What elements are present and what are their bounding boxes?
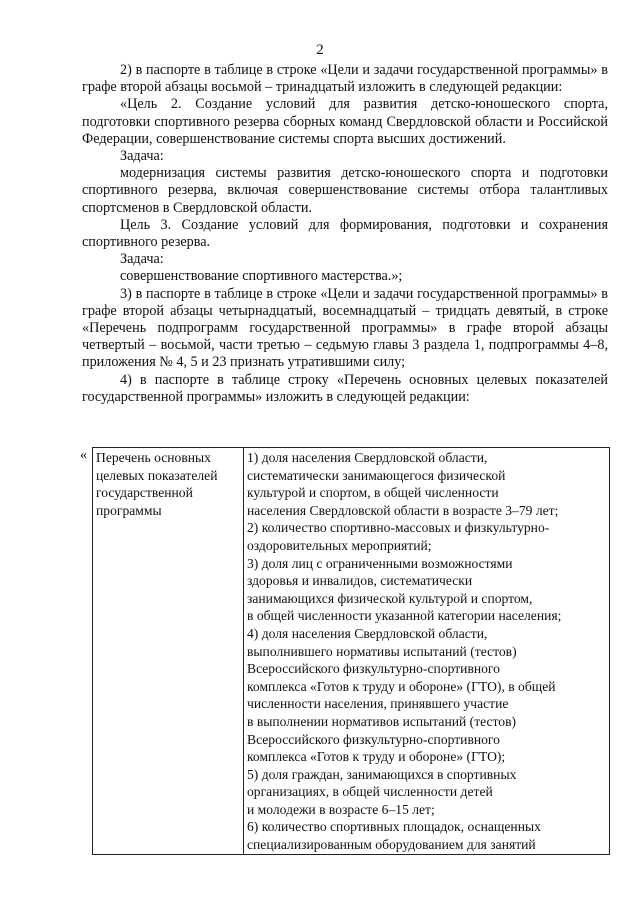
cell-line: 5) доля граждан, занимающихся в спортивных bbox=[247, 766, 517, 782]
cell-line: и молодежи в возрасте 6–15 лет; bbox=[247, 801, 435, 817]
paragraph-task-label-2: Задача: bbox=[120, 251, 164, 268]
cell-line: занимающихся физической культурой и спортом, bbox=[247, 590, 533, 606]
page-number: 2 bbox=[316, 42, 324, 58]
paragraph-goal-2: «Цель 2. Создание условий для развития детско-юношеского спорта, подготовки спортивного резерва сборных команд Свердловской области и Российской Федерации, совершенствование системы спорта высших достижений. bbox=[82, 96, 608, 147]
paragraph-task-text: модернизация системы развития детско-юношеского спорта и подготовки спортивного резерва, включая совершенствование системы отбора талантливых спортсменов в Свердловской области. bbox=[82, 165, 608, 216]
cell-line: Перечень основных bbox=[96, 450, 211, 465]
cell-line: 3) доля лиц с ограниченными возможностями bbox=[247, 555, 513, 571]
cell-line: государственной bbox=[96, 485, 193, 501]
paragraph-item-2: 2) в паспорте в таблице в строке «Цели и задачи государственной программы» в графе второй абзацы восьмой – тринадцатый изложить в следующей редакции: bbox=[82, 62, 608, 96]
cell-line: Всероссийского физкультурно-спортивного bbox=[247, 731, 500, 747]
cell-line: организациях, в общей численности детей bbox=[247, 784, 493, 800]
paragraph-item-4: 4) в паспорте в таблице строку «Перечень основных целевых показателей государственной программы» изложить в следующей редакции: bbox=[82, 371, 608, 405]
cell-line: 1) доля населения Свердловской области, bbox=[247, 450, 488, 465]
cell-line: комплекса «Готов к труду и обороне» (ГТО); bbox=[247, 749, 506, 765]
cell-line: выполнившего нормативы испытаний (тестов) bbox=[247, 643, 517, 659]
cell-line: здоровья и инвалидов, систематически bbox=[247, 573, 473, 589]
table-cell-label bbox=[93, 448, 244, 855]
cell-line: комплекса «Готов к труду и обороне» (ГТО), в общей bbox=[247, 678, 556, 694]
cell-line: программы bbox=[96, 502, 162, 518]
paragraph-item-3: 3) в паспорте в таблице в строке «Цели и задачи государственной программы» в графе второй абзацы четырнадцатый, восемнадцатый – тридцать девятый, в строке «Перечень подпрограмм государственной программы» в графе второй абзацы четвертый – восьмой, части третью – седьмую главы 3 раздела 1, подпрограммы 4–8, приложения № 4, 5 и 23 признать утратившими силу; bbox=[82, 285, 608, 371]
cell-line: 6) количество спортивных площадок, оснащенных bbox=[247, 819, 541, 835]
cell-line: населения Свердловской области в возрасте 3–79 лет; bbox=[247, 502, 559, 518]
cell-line: 4) доля населения Свердловской области, bbox=[247, 625, 488, 641]
document-body bbox=[82, 62, 608, 406]
cell-line: 2) количество спортивно-массовых и физкультурно- bbox=[247, 520, 550, 536]
table-row bbox=[93, 448, 610, 855]
cell-line: оздоровительных мероприятий; bbox=[247, 537, 432, 553]
cell-line: численности населения, принявшего участие bbox=[247, 696, 509, 712]
cell-line: специализированным оборудованием для занятий bbox=[247, 837, 536, 853]
cell-line: целевых показателей bbox=[96, 467, 218, 483]
cell-line: в общей численности указанной категории населения; bbox=[247, 608, 562, 624]
cell-line: в выполнении нормативов испытаний (тестов) bbox=[247, 713, 517, 729]
cell-line: систематически занимающегося физической bbox=[247, 467, 506, 483]
paragraph-task-text-2: совершенствование спортивного мастерства.»; bbox=[120, 268, 403, 285]
cell-line: Всероссийского физкультурно-спортивного bbox=[247, 661, 500, 677]
indicators-table bbox=[92, 447, 610, 855]
open-quote-mark: « bbox=[80, 447, 88, 463]
cell-line: культурой и спортом, в общей численности bbox=[247, 485, 499, 501]
paragraph-task-label: Задача: bbox=[120, 148, 164, 165]
table-cell-indicators bbox=[244, 448, 610, 855]
paragraph-goal-3: Цель 3. Создание условий для формирования, подготовки и сохранения спортивного резерва. bbox=[82, 216, 608, 251]
